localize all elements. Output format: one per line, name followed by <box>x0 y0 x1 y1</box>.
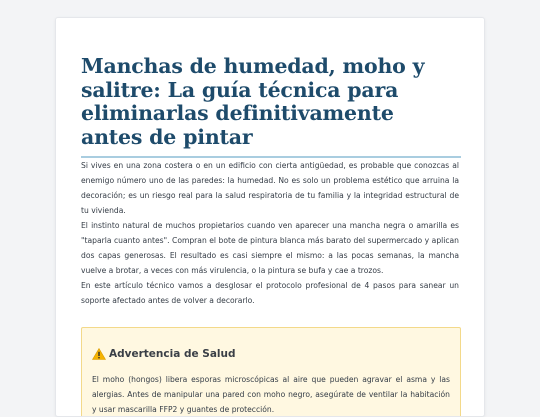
warning-title: Advertencia de Salud <box>109 348 236 360</box>
intro-paragraph: Si vives en una zona costera o en un edificio con cierta antigüedad, es probable que conozcas al enemigo número uno de las paredes: la humedad. No es solo un problema estético que arruina la decoración; es un riesgo real para la salud respiratoria de tu familia y la integridad estructural de tu vivienda. <box>81 161 459 215</box>
protocol-paragraph: En este artículo técnico vamos a desglosar el protocolo profesional de 4 pasos para sanear un soporte afectado antes de volver a decorarlo. <box>81 281 459 305</box>
health-warning-box <box>81 327 461 417</box>
instinct-paragraph: El instinto natural de muchos propietarios cuando ven aparecer una mancha negra o amarilla es "taparla cuanto antes". Compran el bote de pintura blanca más barato del supermercado y aplican dos capas generosas. El resultado es casi siempre el mismo: a las pocas semanas, la mancha vuelve a brotar, a veces con más virulencia, o la pintura se bufa y cae a trozos. <box>81 221 459 275</box>
warning-icon <box>92 348 106 360</box>
article-card <box>55 17 485 417</box>
warning-header <box>92 348 450 360</box>
warning-text: El moho (hongos) libera esporas microscópicas al aire que pueden agravar el asma y las alergias. Antes de manipular una pared con moho negro, asegúrate de ventilar la habitación y usar mascarilla FFP2 y guantes de protección. <box>92 375 450 414</box>
article-title: Manchas de humedad, moho y salitre: La guía técnica para eliminarlas definitivamente antes de pintar <box>81 54 425 149</box>
